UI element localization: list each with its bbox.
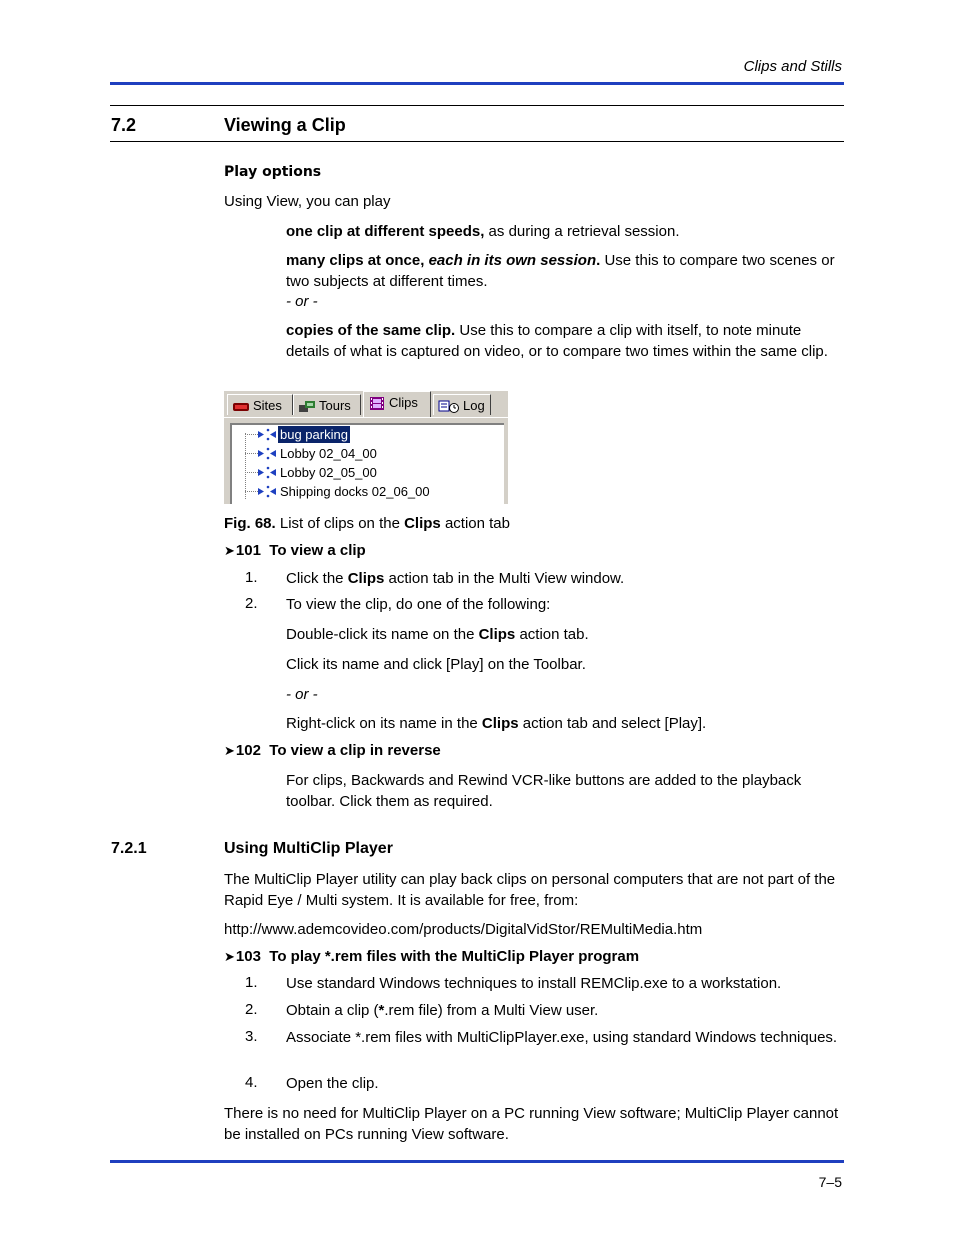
substep-part: Double-click its name on the: [286, 626, 479, 643]
option-text: Use this to compare a clip with itself, to note minute details of what is captured on video, or to compare two times within the same clip.: [286, 322, 828, 360]
figure-caption: [224, 514, 844, 535]
procedure-title: To play *.rem files with the MultiClip Player program: [269, 948, 640, 965]
step-number: 1.: [245, 569, 258, 586]
clip-node-icon: [240, 464, 278, 481]
clip-item[interactable]: [240, 445, 379, 462]
clip-label: Shipping docks 02_06_00: [280, 484, 430, 499]
caption-text: List of clips on the: [275, 515, 405, 532]
step-number: 2.: [245, 595, 258, 612]
step-text: To view the clip, do one of the following:: [286, 596, 551, 613]
tab-bar: [224, 391, 508, 418]
clips-tree: [230, 423, 504, 504]
procedure-number: 103: [235, 948, 261, 965]
log-icon: [438, 400, 460, 413]
subsection-number: 7.2.1: [111, 840, 147, 857]
step-text: Associate *.rem files with MultiClipPlayer.exe, using standard Windows techniques.: [286, 1029, 838, 1046]
multiclip-intro: The MultiClip Player utility can play back clips on personal computers that are not part of the Rapid Eye / Multi system. It is available for free, from:: [224, 871, 836, 909]
clips-icon: [368, 397, 386, 410]
header-rule: [110, 82, 844, 85]
procedure-number: 102: [235, 742, 261, 759]
clip-item[interactable]: [240, 483, 432, 500]
substep-bold: Clips: [478, 626, 516, 643]
tab-label: Tours: [319, 398, 351, 413]
step-text-bold: Clips: [347, 570, 385, 587]
substep-text: [286, 625, 844, 646]
step-text: Open the clip.: [286, 1075, 379, 1092]
play-options-intro: Using View, you can play: [224, 193, 391, 210]
section-title: Viewing a Clip: [224, 115, 346, 135]
substep-part: action tab.: [515, 626, 589, 643]
procedure-title: To view a clip: [269, 542, 366, 559]
substep-text: Click its name and click [Play] on the Toolbar.: [286, 656, 586, 673]
option-bold-text: one clip at different speeds,: [286, 223, 485, 240]
caption-number: Fig. 68.: [224, 515, 276, 532]
tab-clips[interactable]: [363, 391, 431, 417]
or-separator: - or -: [286, 686, 318, 703]
play-option-one-clip: [286, 222, 844, 243]
substep-bold: Clips: [481, 715, 519, 732]
option-bold-italic-text: each in its own session: [428, 252, 597, 269]
step-text-part: .rem file) from a Multi View user.: [384, 1002, 599, 1019]
section-number: 7.2: [111, 115, 137, 135]
or-separator: - or -: [286, 293, 318, 310]
tab-log[interactable]: [433, 394, 491, 415]
clip-node-icon: [240, 445, 278, 462]
tab-sites[interactable]: [227, 394, 293, 415]
option-bold-text: copies of the same clip.: [286, 322, 456, 339]
clip-item[interactable]: [240, 426, 350, 443]
step-text-part: Obtain a clip (: [286, 1002, 379, 1019]
substep-part: action tab and select [Play].: [518, 715, 707, 732]
caption-text: action tab: [440, 515, 510, 532]
tab-label: Log: [463, 398, 485, 413]
step-text-part: action tab in the Multi View window.: [384, 570, 625, 587]
step-number: 1.: [245, 974, 258, 991]
clips-tab-screenshot: [224, 391, 508, 504]
clip-label: Lobby 02_05_00: [280, 465, 377, 480]
step-number: 2.: [245, 1001, 258, 1018]
clip-node-icon: [240, 483, 278, 500]
option-bold-text: many clips at once,: [286, 252, 429, 269]
substep-text: [286, 714, 844, 735]
multiclip-url[interactable]: http://www.ademcovideo.com/products/DigitalVidStor/REMultiMedia.htm: [224, 921, 703, 938]
step-text-part: Click the: [286, 570, 348, 587]
sites-icon: [232, 400, 250, 413]
tab-tours[interactable]: [293, 394, 361, 415]
step-text: Use standard Windows techniques to install REMClip.exe to a workstation.: [286, 975, 782, 992]
play-options-heading: Play options: [224, 164, 322, 180]
procedure-arrow-icon: ➤: [224, 949, 235, 964]
procedure-arrow-icon: ➤: [224, 543, 235, 558]
step-number: 4.: [245, 1074, 258, 1091]
option-text: Use this to compare two scenes or two subjects at different times.: [286, 252, 835, 290]
clip-label-selected: bug parking: [280, 427, 348, 442]
play-option-copies: [286, 321, 844, 362]
procedure-arrow-icon: ➤: [224, 743, 235, 758]
section-rule-bottom: [110, 141, 844, 142]
step-text-bold: *: [378, 1002, 385, 1019]
page-number: 7–5: [818, 1174, 842, 1190]
section-rule-top: [110, 105, 844, 106]
substep-part: Right-click on its name in the: [286, 715, 482, 732]
procedure-102-heading: [224, 742, 441, 759]
step-text: [286, 1001, 844, 1022]
procedure-101-heading: [224, 542, 366, 559]
procedure-102-text: For clips, Backwards and Rewind VCR-like buttons are added to the playback toolbar. Click them as required.: [286, 772, 802, 810]
step-text: [286, 569, 844, 590]
clip-label: Lobby 02_04_00: [280, 446, 377, 461]
clip-node-icon: [240, 426, 278, 443]
procedure-103-heading: [224, 948, 639, 965]
clip-item[interactable]: [240, 464, 379, 481]
footer-rule: [110, 1160, 844, 1163]
tours-icon: [298, 400, 316, 413]
step-number: 3.: [245, 1028, 258, 1045]
play-option-many-clips: [286, 251, 844, 292]
option-text: as during a retrieval session.: [484, 223, 680, 240]
running-header: Clips and Stills: [743, 58, 842, 75]
option-period: .: [596, 252, 601, 269]
tab-label: Sites: [253, 398, 282, 413]
tab-label: Clips: [389, 395, 418, 410]
procedure-number: 101: [235, 542, 261, 559]
procedure-title: To view a clip in reverse: [269, 742, 441, 759]
subsection-title: Using MultiClip Player: [224, 840, 393, 857]
caption-bold: Clips: [404, 515, 441, 532]
closing-paragraph: There is no need for MultiClip Player on a PC running View software; MultiClip Player cannot be installed on PCs running View software.: [224, 1105, 839, 1143]
